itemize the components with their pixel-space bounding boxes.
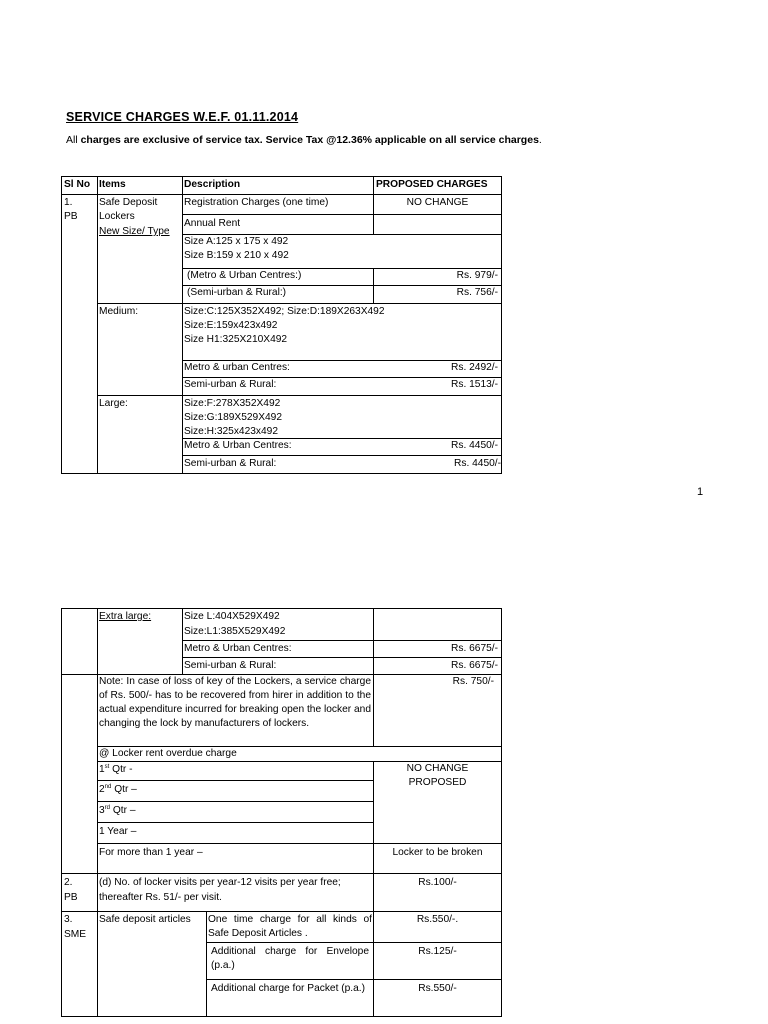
registration-charge: NO CHANGE <box>406 197 469 208</box>
size-category-extra-large: Extra large: <box>99 611 152 622</box>
table2-row-rule <box>97 780 374 781</box>
table1-border-top <box>61 176 502 177</box>
table1-section-rule <box>97 395 502 396</box>
size-spec: Size B:159 x 210 x 492 <box>184 250 289 261</box>
overdue-period-q2 <box>99 783 137 797</box>
locker-visits-description: (d) No. of locker visits per year-12 visits per year free; <box>99 877 341 888</box>
table2-border-top <box>61 608 502 609</box>
table2-border-bottom <box>61 1016 502 1017</box>
tax-note-suffix: . <box>538 134 542 146</box>
q3-number: 3 <box>99 805 105 816</box>
table1-section-rule <box>97 303 502 304</box>
table2-row-rule <box>206 942 502 943</box>
tax-note <box>66 134 542 146</box>
charge-value: Rs.100/- <box>418 877 457 888</box>
size-spec: Size A:125 x 175 x 492 <box>184 236 289 247</box>
table2-divider-col3 <box>373 912 374 1017</box>
table1-divider-col2 <box>182 176 183 474</box>
table2-row-rule <box>97 801 374 802</box>
table2-section-rule <box>61 873 502 874</box>
sl-no: 3. <box>64 914 73 925</box>
charge-value: Rs. 979/- <box>456 270 498 281</box>
semi-urban-label: Semi-urban & Rural: <box>184 379 277 390</box>
table2-row-rule <box>206 979 502 980</box>
table2-border-left <box>61 608 62 1017</box>
registration-label: Registration Charges (one time) <box>184 197 329 208</box>
charge-value: Rs. 6675/- <box>451 660 498 671</box>
charge-value: Rs. 1513/- <box>451 379 498 390</box>
overdue-charge: PROPOSED <box>408 777 467 788</box>
header-proposed-charges: PROPOSED CHARGES <box>376 179 488 190</box>
page-title: SERVICE CHARGES W.E.F. 01.11.2014 <box>66 110 299 124</box>
charge-value: Rs. 2492/- <box>451 362 498 373</box>
size-spec: Size H1:325X210X492 <box>184 334 288 345</box>
table2-section-rule <box>61 911 502 912</box>
size-category-large: Large: <box>99 398 128 409</box>
overdue-period-more-than-year: For more than 1 year – <box>99 847 203 858</box>
charge-value: Rs. 4450/- <box>451 440 498 451</box>
header-items: Items <box>99 179 126 190</box>
table1-border-left <box>61 176 62 474</box>
size-spec: Size L:404X529X492 <box>184 611 280 622</box>
size-spec: Size:E:159x423x492 <box>184 320 278 331</box>
q1-number: 1 <box>99 764 105 775</box>
table2-divider-col2 <box>182 608 183 674</box>
q2-label: Qtr – <box>111 784 137 795</box>
q2-number: 2 <box>99 784 105 795</box>
q1-suffix: st <box>104 764 110 770</box>
table1-border-bottom <box>61 473 502 474</box>
overdue-period-one-year: 1 Year – <box>99 826 137 837</box>
charge-value: Rs. 6675/- <box>451 643 498 654</box>
q3-suffix: rd <box>104 805 111 811</box>
size-spec: Size:F:278X352X492 <box>184 398 281 409</box>
table2-row-rule <box>97 843 502 844</box>
key-loss-charge: Rs. 750/- <box>452 676 494 687</box>
size-spec: Size:C:125X352X492; Size:D:189X263X492 <box>184 306 385 317</box>
sl-no-category: PB <box>64 211 78 222</box>
tax-note-bold: charges are exclusive of service tax. Service Tax @12.36% applicable on all service charges <box>80 134 539 146</box>
q3-label: Qtr – <box>110 805 136 816</box>
table1-header-rule <box>61 194 502 195</box>
metro-label: Metro & Urban Centres: <box>184 643 292 654</box>
size-spec: Size:L1:385X529X492 <box>184 626 286 637</box>
envelope-charge-description: Additional charge for Envelope (p.a.) <box>211 946 369 971</box>
packet-charge-description: Additional charge for Packet (p.a.) <box>211 983 366 994</box>
charge-value: Rs. 4450/- <box>454 458 501 469</box>
header-sl-no: Sl No <box>64 179 91 190</box>
q2-suffix: nd <box>104 784 112 790</box>
annual-rent-label: Annual Rent <box>184 218 241 229</box>
page-number: 1 <box>697 486 704 498</box>
sl-no: 2. <box>64 877 73 888</box>
overdue-period-q1 <box>99 763 133 777</box>
one-time-charge-description: One time charge for all kinds of Safe Deposit Articles . <box>208 914 372 939</box>
sl-no-category: PB <box>64 892 78 903</box>
charge-value: Rs.550/- <box>418 983 457 994</box>
table1-row-rule <box>182 455 502 456</box>
safe-deposit-articles-label: Safe deposit articles <box>99 914 191 925</box>
table2-border-right <box>501 608 502 1017</box>
metro-label: Metro & urban Centres: <box>184 362 290 373</box>
charge-value: Rs. 756/- <box>456 287 498 298</box>
table2-row-rule <box>182 657 502 658</box>
table1-border-right <box>501 176 502 474</box>
overdue-charge: NO CHANGE <box>406 763 469 774</box>
overdue-charge-more-than-year: Locker to be broken <box>392 847 483 858</box>
item-name: Lockers <box>99 211 135 222</box>
semi-urban-label: (Semi-urban & Rural:) <box>187 287 287 298</box>
key-loss-note: Note: In case of loss of key of the Lockers, a service charge of Rs. 500/- has to be recovered from hirer in addition to the actual expenditure incurred for breaking open the locker and changing the lock by manufacturers of lockers. <box>99 676 371 729</box>
table1-row-rule <box>182 214 502 215</box>
size-category-medium: Medium: <box>99 306 139 317</box>
sl-no: 1. <box>64 197 73 208</box>
semi-urban-label: Semi-urban & Rural: <box>184 660 277 671</box>
semi-urban-label: Semi-urban & Rural: <box>184 458 277 469</box>
tax-note-prefix: All <box>66 134 81 146</box>
table1-divider-col1 <box>97 176 98 474</box>
table2-row-rule <box>182 640 502 641</box>
item-subheading: New Size/ Type <box>99 226 170 237</box>
header-description: Description <box>184 179 241 190</box>
table2-divider-col1 <box>97 608 98 1017</box>
overdue-period-q3 <box>99 804 136 818</box>
size-spec: Size:H:325x423x492 <box>184 426 279 437</box>
table2-row-rule <box>97 822 374 823</box>
item-name: Safe Deposit <box>99 197 158 208</box>
sl-no-category: SME <box>64 929 87 940</box>
metro-label: Metro & Urban Centres: <box>184 440 292 451</box>
charge-value: Rs.550/-. <box>416 914 459 925</box>
overdue-heading: @ Locker rent overdue charge <box>99 748 237 759</box>
q1-label: Qtr - <box>109 764 133 775</box>
charge-value: Rs.125/- <box>418 946 457 957</box>
metro-label: (Metro & Urban Centres:) <box>187 270 302 281</box>
locker-visits-description: thereafter Rs. 51/- per visit. <box>99 892 222 903</box>
size-spec: Size:G:189X529X492 <box>184 412 282 423</box>
table2-divider-sda <box>206 912 207 1017</box>
